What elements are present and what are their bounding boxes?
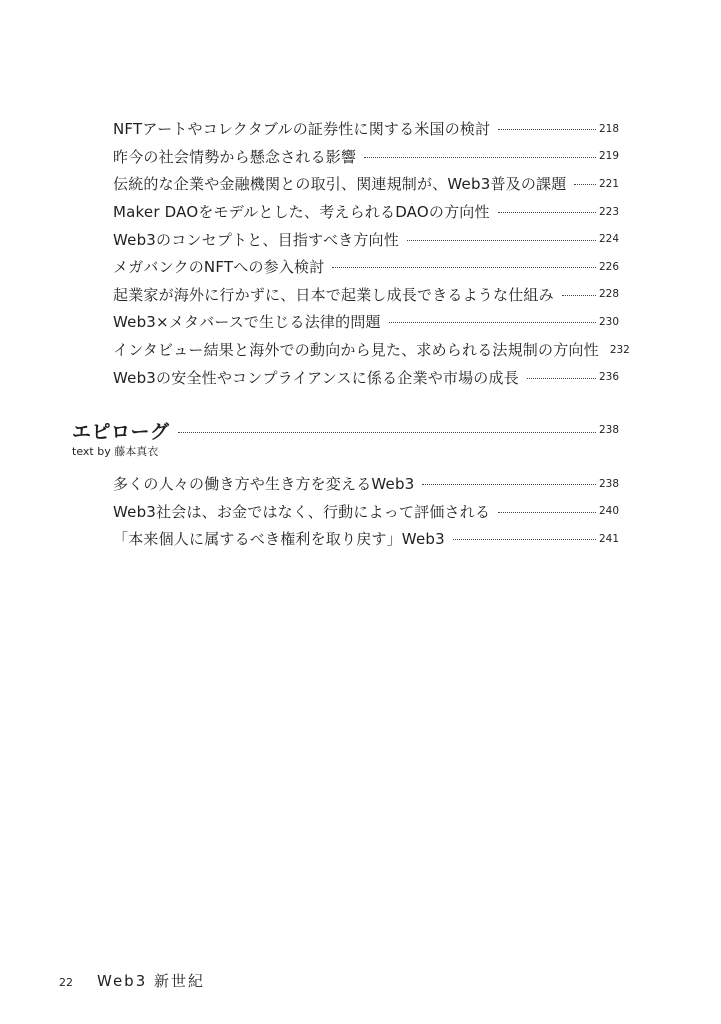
leader-dots (527, 378, 596, 379)
toc-entry-title: 伝統的な企業や金融機関との取引、関連規制が、Web3普及の課題 (113, 175, 567, 194)
toc-entry[interactable] (113, 198, 619, 226)
toc-entry-title: NFTアートやコレクタブルの証券性に関する米国の検討 (113, 120, 491, 139)
epilogue-page: 238 (598, 424, 619, 436)
toc-entry[interactable] (113, 281, 619, 309)
toc-entry-title: 昨今の社会情勢から懸念される影響 (113, 147, 357, 166)
toc-entry-page: 223 (598, 205, 619, 218)
toc-entry-page: 221 (598, 177, 619, 190)
toc-entry-title: Web3の安全性やコンプライアンスに係る企業や市場の成長 (113, 368, 519, 387)
toc-entry-title: Web3のコンセプトと、目指すべき方向性 (113, 230, 399, 249)
toc-entry[interactable] (113, 170, 619, 198)
toc-entry-page: 236 (598, 371, 619, 384)
toc-entry[interactable] (113, 143, 619, 171)
toc-entry-title: メガバンクのNFTへの参入検討 (113, 258, 325, 277)
leader-dots (332, 267, 596, 268)
toc-entry-page: 218 (598, 122, 619, 135)
epilogue-title: エピローグ (72, 420, 170, 443)
toc-entry-page: 224 (598, 233, 619, 246)
toc-entry-title: 起業家が海外に行かずに、日本で起業し成長できるような仕組み (113, 285, 554, 304)
toc-entry-page: 232 (609, 343, 630, 356)
leader-dots (407, 240, 596, 241)
leader-dots (498, 512, 596, 513)
epilogue-toc-list (113, 470, 619, 553)
page-footer (59, 970, 205, 991)
toc-entry[interactable] (113, 308, 619, 336)
epilogue-author: text by 藤本真衣 (72, 445, 159, 458)
toc-entry-title: Web3×メタバースで生じる法律的問題 (113, 313, 381, 332)
toc-entry-title: インタビュー結果と海外での動向から見た、求められる法規制の方向性 (113, 341, 599, 360)
leader-dots (389, 322, 596, 323)
toc-entry[interactable] (113, 470, 619, 498)
toc-entry-page: 238 (598, 477, 619, 490)
toc-entry[interactable] (113, 225, 619, 253)
toc-entry[interactable] (113, 115, 619, 143)
epilogue-heading[interactable] (72, 418, 619, 442)
leader-dots (364, 157, 596, 158)
toc-entry-title: 多くの人々の働き方や生き方を変えるWeb3 (113, 475, 415, 494)
leader-dots (422, 484, 596, 485)
leader-dots (498, 129, 596, 130)
leader-dots (178, 432, 596, 433)
toc-entry[interactable] (113, 498, 619, 526)
toc-entry-page: 230 (598, 315, 619, 328)
toc-entry-page: 240 (598, 505, 619, 518)
toc-entry[interactable] (113, 253, 619, 281)
toc-entry-page: 226 (598, 260, 619, 273)
running-title: Web3 新世紀 (97, 972, 206, 990)
toc-entry[interactable] (113, 363, 619, 391)
leader-dots (562, 295, 596, 296)
toc-list (113, 115, 630, 391)
leader-dots (498, 212, 596, 213)
leader-dots (453, 539, 596, 540)
leader-dots (574, 184, 596, 185)
toc-entry-title: 「本来個人に属するべき権利を取り戻す」Web3 (113, 530, 445, 549)
toc-entry-page: 219 (598, 150, 619, 163)
toc-entry-page: 241 (598, 532, 619, 545)
toc-entry-page: 228 (598, 288, 619, 301)
toc-entry-title: Maker DAOをモデルとした、考えられるDAOの方向性 (113, 203, 490, 222)
epilogue-section (72, 418, 619, 459)
toc-entry-title: Web3社会は、お金ではなく、行動によって評価される (113, 502, 491, 521)
page-number: 22 (59, 976, 73, 989)
toc-entry[interactable] (113, 336, 630, 364)
toc-entry[interactable] (113, 525, 619, 553)
